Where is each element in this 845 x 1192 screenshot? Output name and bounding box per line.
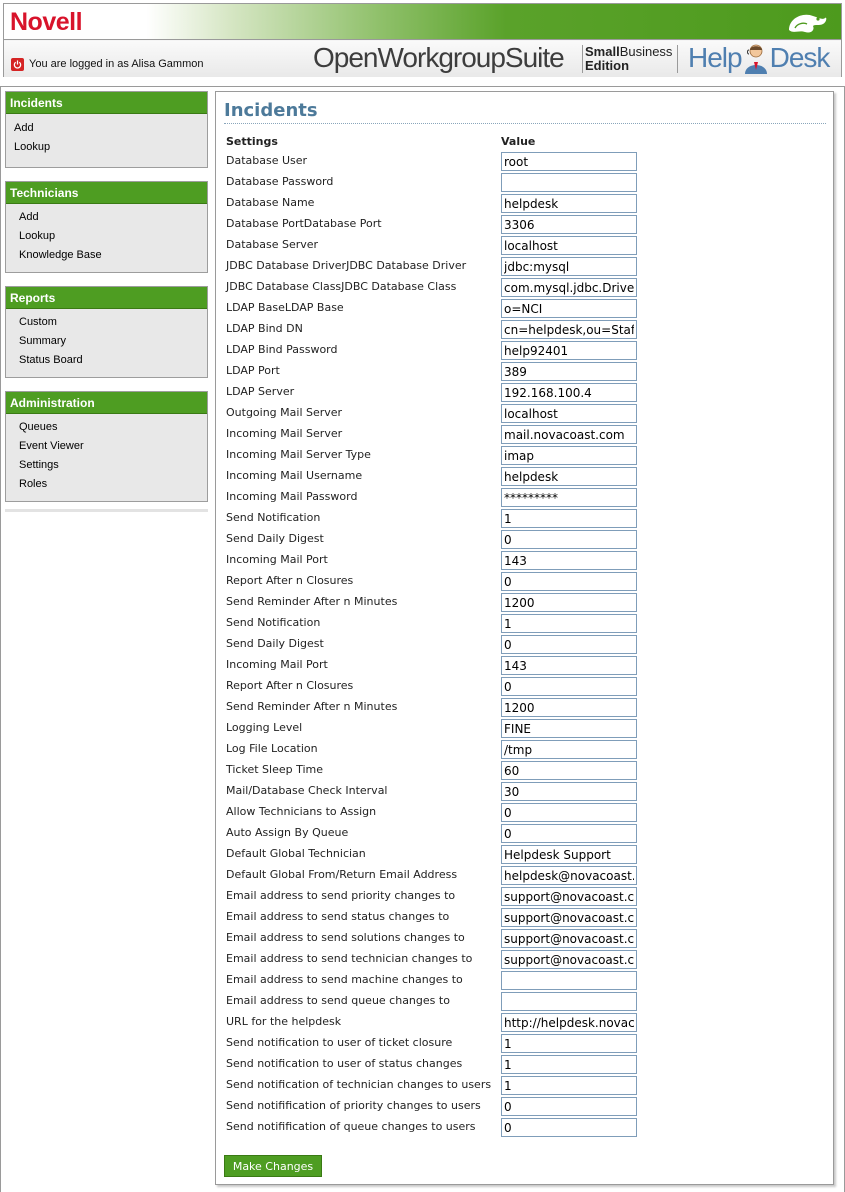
- settings-row: [216, 949, 835, 970]
- setting-value-input[interactable]: [501, 467, 637, 486]
- setting-label: Email address to send solutions changes to: [226, 931, 465, 944]
- sidebar-heading-reports: Reports: [6, 287, 207, 309]
- sidebar-section-administration: [5, 391, 208, 502]
- settings-row: [216, 508, 835, 529]
- login-status: [11, 57, 203, 71]
- setting-value-input[interactable]: [501, 173, 637, 192]
- setting-label: LDAP Server: [226, 385, 295, 398]
- settings-row: [216, 340, 835, 361]
- setting-value-input[interactable]: [501, 782, 637, 801]
- settings-row: [216, 781, 835, 802]
- setting-label: Database Password: [226, 175, 334, 188]
- setting-label: Send notification to user of ticket closure: [226, 1036, 453, 1049]
- settings-table: [216, 151, 835, 1138]
- setting-label: Incoming Mail Port: [226, 553, 328, 566]
- setting-label: LDAP Bind Password: [226, 343, 338, 356]
- setting-label: Incoming Mail Port: [226, 658, 328, 671]
- setting-value-input[interactable]: [501, 488, 637, 507]
- setting-label: Email address to send machine changes to: [226, 973, 463, 986]
- settings-row: [216, 466, 835, 487]
- sidebar-item-reports-summary[interactable]: Summary: [19, 335, 67, 347]
- settings-row: [216, 298, 835, 319]
- settings-row: [216, 1054, 835, 1075]
- setting-label: Log File Location: [226, 742, 318, 755]
- edition-small: Small: [585, 44, 620, 59]
- sidebar-item-admin-roles[interactable]: Roles: [19, 478, 48, 490]
- settings-row: [216, 445, 835, 466]
- settings-row: [216, 634, 835, 655]
- setting-label: Outgoing Mail Server: [226, 406, 343, 419]
- edition-label: [582, 45, 678, 73]
- setting-label: JDBC Database ClassJDBC Database Class: [226, 280, 457, 293]
- setting-value-input[interactable]: [501, 677, 637, 696]
- settings-row: [216, 235, 835, 256]
- setting-label: Send notification of technician changes to users: [226, 1078, 492, 1091]
- setting-label: Incoming Mail Server Type: [226, 448, 371, 461]
- setting-value-input[interactable]: [501, 152, 637, 171]
- settings-row: [216, 928, 835, 949]
- settings-row: [216, 256, 835, 277]
- suite-name: OpenWorkgroupSuite: [313, 42, 564, 73]
- setting-value-input[interactable]: [501, 404, 637, 423]
- settings-row: [216, 361, 835, 382]
- sidebar-item-incidents-lookup[interactable]: Lookup: [14, 141, 51, 153]
- settings-row: [216, 277, 835, 298]
- setting-value-input[interactable]: [501, 1034, 637, 1053]
- setting-label: Send Notification: [226, 511, 321, 524]
- setting-label: JDBC Database DriverJDBC Database Driver: [226, 259, 467, 272]
- setting-label: Default Global From/Return Email Address: [226, 868, 458, 881]
- setting-label: Report After n Closures: [226, 679, 354, 692]
- settings-row: [216, 760, 835, 781]
- setting-label: Send Reminder After n Minutes: [226, 595, 398, 608]
- sidebar-section-reports: [5, 286, 208, 378]
- settings-row: [216, 739, 835, 760]
- settings-row: [216, 571, 835, 592]
- setting-value-input[interactable]: [501, 1076, 637, 1095]
- setting-label: Send Notification: [226, 616, 321, 629]
- setting-value-input[interactable]: [501, 509, 637, 528]
- sidebar-heading-technicians: Technicians: [6, 182, 207, 204]
- sidebar-item-incidents-add[interactable]: Add: [14, 122, 34, 134]
- settings-row: [216, 697, 835, 718]
- settings-row: [216, 1033, 835, 1054]
- setting-value-input[interactable]: [501, 257, 637, 276]
- settings-row: [216, 886, 835, 907]
- settings-row: [216, 823, 835, 844]
- setting-label: Auto Assign By Queue: [226, 826, 349, 839]
- novell-logo: Novell: [10, 8, 83, 36]
- setting-value-input[interactable]: [501, 887, 637, 906]
- gecko-logo-icon: [785, 10, 829, 36]
- settings-row: [216, 403, 835, 424]
- make-changes-button[interactable]: Make Changes: [224, 1155, 322, 1177]
- setting-label: Send notifification of priority changes to users: [226, 1099, 481, 1112]
- settings-row: [216, 592, 835, 613]
- setting-label: Logging Level: [226, 721, 303, 734]
- setting-value-input[interactable]: [501, 1055, 637, 1074]
- setting-value-input[interactable]: [501, 719, 637, 738]
- setting-label: Send Daily Digest: [226, 532, 324, 545]
- setting-value-input[interactable]: [501, 278, 637, 297]
- setting-value-input[interactable]: [501, 635, 637, 654]
- sidebar-item-knowledge-base[interactable]: Knowledge Base: [19, 249, 102, 261]
- setting-value-input[interactable]: [501, 866, 637, 885]
- setting-value-input[interactable]: [501, 761, 637, 780]
- setting-label: Send notification to user of status changes: [226, 1057, 463, 1070]
- edition-business: Business: [619, 44, 673, 59]
- setting-value-input[interactable]: [501, 992, 637, 1011]
- setting-label: URL for the helpdesk: [226, 1015, 342, 1028]
- setting-label: Incoming Mail Server: [226, 427, 343, 440]
- setting-value-input[interactable]: [501, 740, 637, 759]
- setting-label: Email address to send priority changes to: [226, 889, 456, 902]
- sidebar-section-technicians: [5, 181, 208, 273]
- settings-row: [216, 1096, 835, 1117]
- setting-value-input[interactable]: [501, 299, 637, 318]
- setting-label: Database Name: [226, 196, 315, 209]
- app-header: [3, 3, 842, 77]
- sidebar-section-incidents: [5, 91, 208, 168]
- setting-value-input[interactable]: [501, 656, 637, 675]
- settings-row: [216, 655, 835, 676]
- title-divider: [224, 123, 826, 124]
- header-banner: [4, 4, 841, 40]
- setting-value-input[interactable]: [501, 824, 637, 843]
- sidebar-item-reports-status-board[interactable]: Status Board: [19, 354, 83, 366]
- setting-value-input[interactable]: [501, 1118, 637, 1137]
- settings-row: [216, 865, 835, 886]
- setting-value-input[interactable]: [501, 362, 637, 381]
- sidebar-divider: [5, 509, 208, 512]
- setting-value-input[interactable]: [501, 425, 637, 444]
- helpdesk-person-icon: [743, 42, 769, 74]
- setting-label: Database PortDatabase Port: [226, 217, 382, 230]
- setting-value-input[interactable]: [501, 341, 637, 360]
- setting-label: Database User: [226, 154, 308, 167]
- settings-row: [216, 529, 835, 550]
- setting-value-input[interactable]: [501, 236, 637, 255]
- sidebar-item-admin-event-viewer[interactable]: Event Viewer: [19, 440, 84, 452]
- settings-row: [216, 193, 835, 214]
- settings-row: [216, 970, 835, 991]
- setting-value-input[interactable]: [501, 908, 637, 927]
- settings-row: [216, 487, 835, 508]
- logout-power-icon[interactable]: [11, 58, 24, 71]
- setting-value-input[interactable]: [501, 383, 637, 402]
- settings-row: [216, 907, 835, 928]
- settings-row: [216, 844, 835, 865]
- setting-label: Email address to send queue changes to: [226, 994, 450, 1007]
- settings-row: [216, 424, 835, 445]
- setting-value-input[interactable]: [501, 194, 637, 213]
- setting-value-input[interactable]: [501, 614, 637, 633]
- header-subbar: [4, 41, 841, 77]
- settings-row: [216, 172, 835, 193]
- sidebar-item-technicians-add[interactable]: Add: [19, 211, 39, 223]
- setting-value-input[interactable]: [501, 803, 637, 822]
- setting-label: Allow Technicians to Assign: [226, 805, 377, 818]
- settings-row: [216, 718, 835, 739]
- setting-label: Report After n Closures: [226, 574, 354, 587]
- setting-label: Ticket Sleep Time: [226, 763, 324, 776]
- settings-row: [216, 550, 835, 571]
- sidebar-heading-incidents: Incidents: [6, 92, 207, 114]
- setting-value-input[interactable]: [501, 551, 637, 570]
- settings-row: [216, 676, 835, 697]
- settings-row: [216, 802, 835, 823]
- login-text: You are logged in as Alisa Gammon: [29, 58, 204, 70]
- page-title: Incidents: [224, 100, 318, 121]
- sidebar-item-technicians-lookup[interactable]: Lookup: [19, 230, 56, 242]
- setting-label: LDAP Bind DN: [226, 322, 303, 335]
- column-header-value: Value: [501, 135, 536, 148]
- setting-label: Email address to send technician changes to: [226, 952, 473, 965]
- setting-label: Email address to send status changes to: [226, 910, 450, 923]
- setting-label: Send Reminder After n Minutes: [226, 700, 398, 713]
- setting-label: Mail/Database Check Interval: [226, 784, 388, 797]
- sidebar-item-admin-queues[interactable]: Queues: [19, 421, 58, 433]
- column-header-settings: Settings: [226, 135, 278, 148]
- settings-row: [216, 1012, 835, 1033]
- settings-row: [216, 991, 835, 1012]
- sidebar-item-reports-custom[interactable]: Custom: [19, 316, 57, 328]
- setting-label: Send Daily Digest: [226, 637, 324, 650]
- sidebar-item-admin-settings[interactable]: Settings: [19, 459, 59, 471]
- setting-label: Incoming Mail Username: [226, 469, 363, 482]
- setting-label: LDAP BaseLDAP Base: [226, 301, 344, 314]
- setting-value-input[interactable]: [501, 971, 637, 990]
- settings-row: [216, 613, 835, 634]
- setting-value-input[interactable]: [501, 698, 637, 717]
- setting-value-input[interactable]: [501, 950, 637, 969]
- settings-row: [216, 214, 835, 235]
- settings-row: [216, 151, 835, 172]
- setting-value-input[interactable]: [501, 572, 637, 591]
- settings-row: [216, 319, 835, 340]
- setting-value-input[interactable]: [501, 1097, 637, 1116]
- setting-value-input[interactable]: [501, 446, 637, 465]
- setting-label: Default Global Technician: [226, 847, 366, 860]
- product-name: [688, 42, 829, 74]
- settings-row: [216, 382, 835, 403]
- setting-label: Database Server: [226, 238, 319, 251]
- product-name-desk: Desk: [769, 42, 830, 73]
- setting-value-input[interactable]: [501, 929, 637, 948]
- edition-word: Edition: [585, 58, 630, 73]
- product-name-help: Help: [688, 42, 742, 73]
- setting-label: Send notifification of queue changes to users: [226, 1120, 476, 1133]
- main-panel: [215, 91, 834, 1185]
- settings-row: [216, 1117, 835, 1138]
- setting-value-input[interactable]: [501, 845, 637, 864]
- setting-value-input[interactable]: [501, 593, 637, 612]
- setting-value-input[interactable]: [501, 215, 637, 234]
- setting-value-input[interactable]: [501, 530, 637, 549]
- sidebar-heading-administration: Administration: [6, 392, 207, 414]
- setting-label: Incoming Mail Password: [226, 490, 358, 503]
- setting-value-input[interactable]: [501, 1013, 637, 1032]
- setting-value-input[interactable]: [501, 320, 637, 339]
- setting-label: LDAP Port: [226, 364, 280, 377]
- settings-row: [216, 1075, 835, 1096]
